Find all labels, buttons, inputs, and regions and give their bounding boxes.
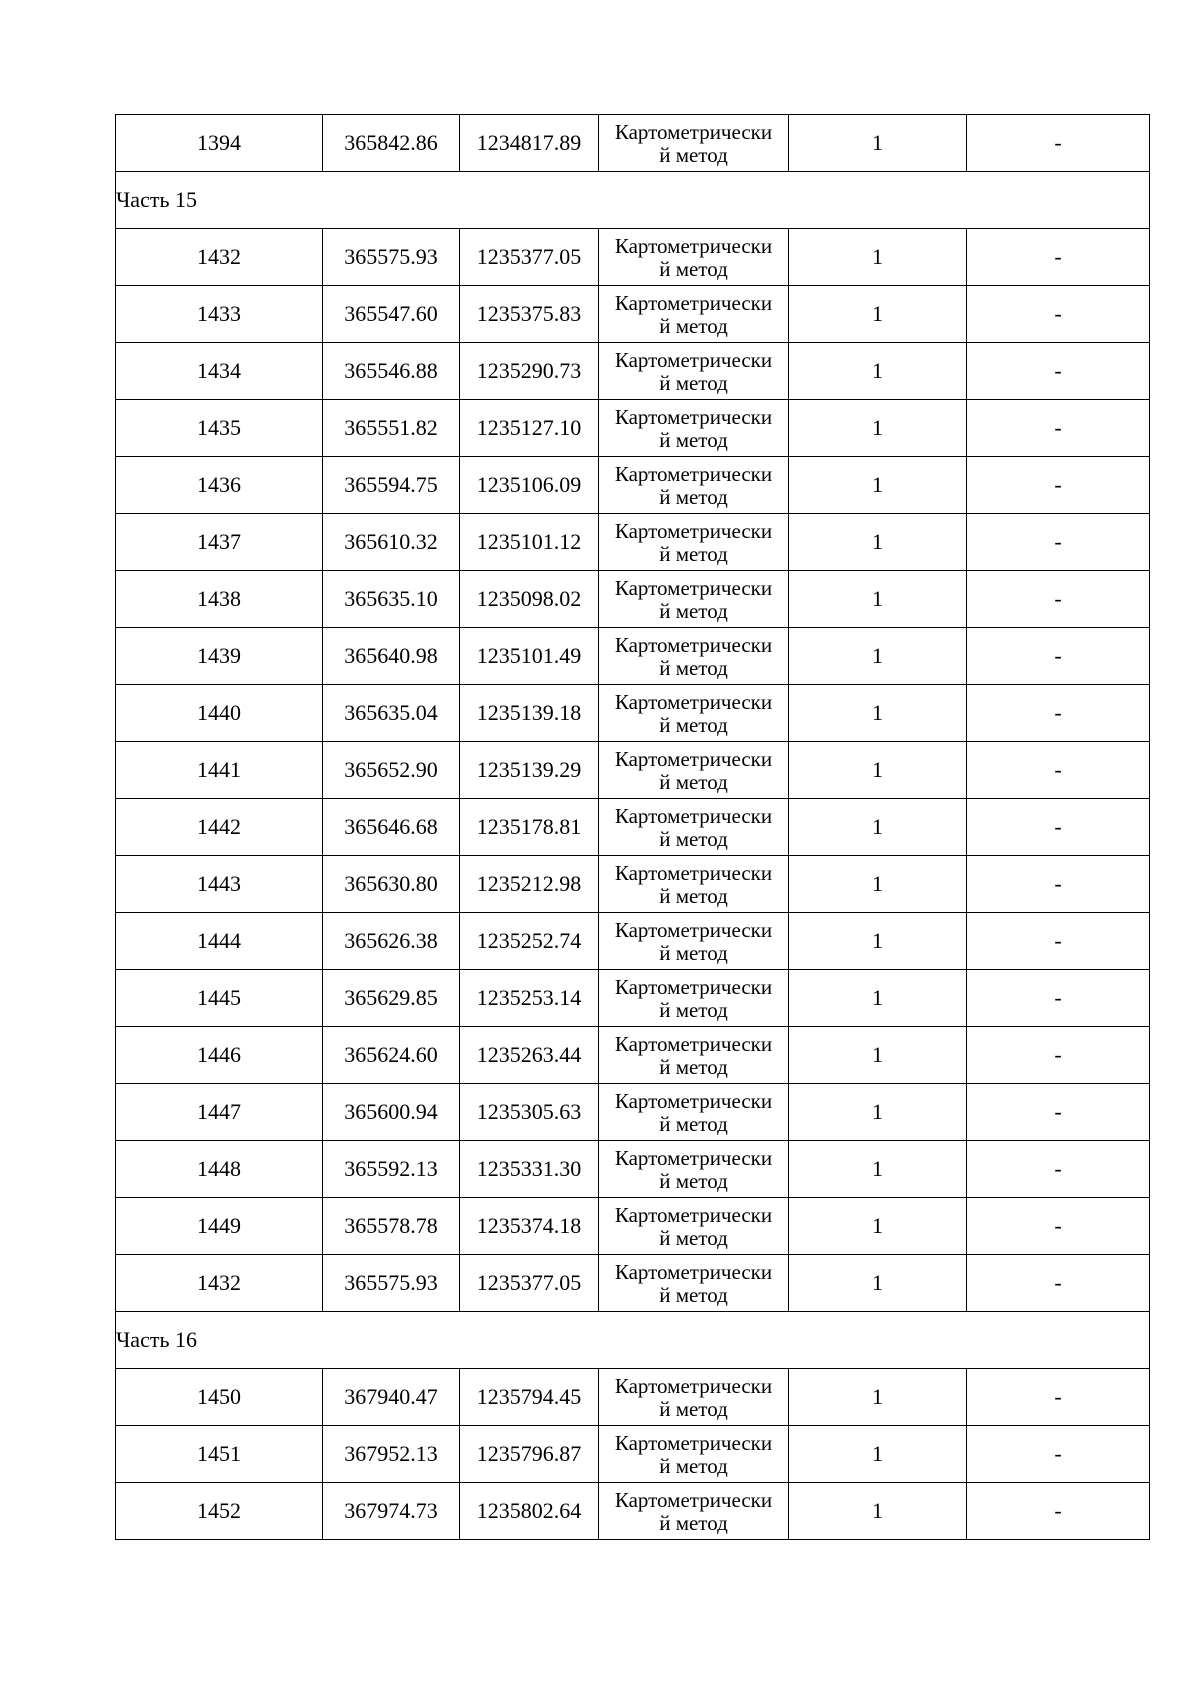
note-cell: -	[967, 970, 1150, 1027]
section-label: Часть 16	[116, 1312, 1150, 1369]
point-number-cell: 1435	[116, 400, 323, 457]
table-row	[116, 1141, 1150, 1198]
x-coordinate-cell: 365610.32	[323, 514, 460, 571]
y-coordinate-cell: 1235106.09	[460, 457, 599, 514]
y-coordinate-cell: 1235098.02	[460, 571, 599, 628]
x-coordinate-cell: 367952.13	[323, 1426, 460, 1483]
table-row	[116, 514, 1150, 571]
accuracy-cell: 1	[789, 742, 967, 799]
accuracy-cell: 1	[789, 400, 967, 457]
table-row	[116, 1426, 1150, 1483]
accuracy-cell: 1	[789, 1027, 967, 1084]
point-number-cell: 1451	[116, 1426, 323, 1483]
method-text-line2: й метод	[659, 542, 728, 566]
note-cell: -	[967, 1027, 1150, 1084]
method-text-line1: Картометрически	[614, 1089, 773, 1113]
y-coordinate-cell: 1235305.63	[460, 1084, 599, 1141]
note-cell: -	[967, 1426, 1150, 1483]
method-cell	[599, 742, 789, 799]
y-coordinate-cell: 1235374.18	[460, 1198, 599, 1255]
method-text-line1: Картометрически	[614, 405, 773, 429]
y-coordinate-cell: 1235794.45	[460, 1369, 599, 1426]
x-coordinate-cell: 365600.94	[323, 1084, 460, 1141]
method-cell	[599, 571, 789, 628]
point-number-cell: 1449	[116, 1198, 323, 1255]
point-number-cell: 1434	[116, 343, 323, 400]
table-row	[116, 115, 1150, 172]
point-number-cell: 1442	[116, 799, 323, 856]
note-cell: -	[967, 799, 1150, 856]
x-coordinate-cell: 365547.60	[323, 286, 460, 343]
y-coordinate-cell: 1235263.44	[460, 1027, 599, 1084]
method-text-line1: Картометрически	[614, 1374, 773, 1398]
point-number-cell: 1433	[116, 286, 323, 343]
point-number-cell: 1452	[116, 1483, 323, 1540]
note-cell: -	[967, 457, 1150, 514]
note-cell: -	[967, 1483, 1150, 1540]
y-coordinate-cell: 1235178.81	[460, 799, 599, 856]
y-coordinate-cell: 1235377.05	[460, 229, 599, 286]
y-coordinate-cell: 1235253.14	[460, 970, 599, 1027]
table-row	[116, 1198, 1150, 1255]
method-text-line1: Картометрически	[614, 861, 773, 885]
coordinates-table	[115, 114, 1150, 1540]
note-cell: -	[967, 742, 1150, 799]
method-cell	[599, 229, 789, 286]
method-text-line2: й метод	[659, 1454, 728, 1478]
method-text-line1: Картометрически	[614, 576, 773, 600]
method-cell	[599, 1141, 789, 1198]
point-number-cell: 1446	[116, 1027, 323, 1084]
accuracy-cell: 1	[789, 970, 967, 1027]
point-number-cell: 1441	[116, 742, 323, 799]
method-text-line2: й метод	[659, 1169, 728, 1193]
method-text-line1: Картометрически	[614, 1260, 773, 1284]
x-coordinate-cell: 365575.93	[323, 229, 460, 286]
x-coordinate-cell: 367940.47	[323, 1369, 460, 1426]
table-row	[116, 799, 1150, 856]
point-number-cell: 1437	[116, 514, 323, 571]
x-coordinate-cell: 365842.86	[323, 115, 460, 172]
method-cell	[599, 628, 789, 685]
accuracy-cell: 1	[789, 856, 967, 913]
x-coordinate-cell: 365592.13	[323, 1141, 460, 1198]
note-cell: -	[967, 286, 1150, 343]
y-coordinate-cell: 1235331.30	[460, 1141, 599, 1198]
method-text-line2: й метод	[659, 1397, 728, 1421]
y-coordinate-cell: 1235101.49	[460, 628, 599, 685]
y-coordinate-cell: 1235290.73	[460, 343, 599, 400]
method-text-line2: й метод	[659, 314, 728, 338]
note-cell: -	[967, 1198, 1150, 1255]
method-text-line2: й метод	[659, 1511, 728, 1535]
method-text-line1: Картометрически	[614, 804, 773, 828]
x-coordinate-cell: 365546.88	[323, 343, 460, 400]
point-number-cell: 1447	[116, 1084, 323, 1141]
point-number-cell: 1444	[116, 913, 323, 970]
method-cell	[599, 400, 789, 457]
section-label: Часть 15	[116, 172, 1150, 229]
method-text-line2: й метод	[659, 656, 728, 680]
method-text-line2: й метод	[659, 485, 728, 509]
method-cell	[599, 913, 789, 970]
section-row	[116, 1312, 1150, 1369]
accuracy-cell: 1	[789, 571, 967, 628]
table-row	[116, 286, 1150, 343]
method-cell	[599, 457, 789, 514]
method-text-line2: й метод	[659, 428, 728, 452]
table-row	[116, 628, 1150, 685]
method-text-line2: й метод	[659, 941, 728, 965]
method-cell	[599, 856, 789, 913]
table-row	[116, 1369, 1150, 1426]
table-row	[116, 742, 1150, 799]
x-coordinate-cell: 365578.78	[323, 1198, 460, 1255]
x-coordinate-cell: 365635.10	[323, 571, 460, 628]
table-row	[116, 1255, 1150, 1312]
accuracy-cell: 1	[789, 457, 967, 514]
table-row	[116, 571, 1150, 628]
x-coordinate-cell: 365551.82	[323, 400, 460, 457]
note-cell: -	[967, 685, 1150, 742]
point-number-cell: 1432	[116, 229, 323, 286]
y-coordinate-cell: 1235377.05	[460, 1255, 599, 1312]
method-cell	[599, 1483, 789, 1540]
table-row	[116, 400, 1150, 457]
x-coordinate-cell: 365626.38	[323, 913, 460, 970]
method-cell	[599, 1084, 789, 1141]
note-cell: -	[967, 229, 1150, 286]
method-text-line1: Картометрически	[614, 1488, 773, 1512]
x-coordinate-cell: 365646.68	[323, 799, 460, 856]
method-cell	[599, 286, 789, 343]
table-row	[116, 343, 1150, 400]
y-coordinate-cell: 1235139.29	[460, 742, 599, 799]
method-cell	[599, 685, 789, 742]
x-coordinate-cell: 365575.93	[323, 1255, 460, 1312]
table-row	[116, 1084, 1150, 1141]
accuracy-cell: 1	[789, 913, 967, 970]
accuracy-cell: 1	[789, 1255, 967, 1312]
y-coordinate-cell: 1235127.10	[460, 400, 599, 457]
method-text-line2: й метод	[659, 827, 728, 851]
point-number-cell: 1439	[116, 628, 323, 685]
method-text-line2: й метод	[659, 599, 728, 623]
note-cell: -	[967, 115, 1150, 172]
y-coordinate-cell: 1235101.12	[460, 514, 599, 571]
method-text-line1: Картометрически	[614, 690, 773, 714]
table-row	[116, 913, 1150, 970]
y-coordinate-cell: 1234817.89	[460, 115, 599, 172]
point-number-cell: 1450	[116, 1369, 323, 1426]
method-text-line2: й метод	[659, 713, 728, 737]
accuracy-cell: 1	[789, 229, 967, 286]
section-row	[116, 172, 1150, 229]
accuracy-cell: 1	[789, 1084, 967, 1141]
accuracy-cell: 1	[789, 1426, 967, 1483]
method-cell	[599, 799, 789, 856]
accuracy-cell: 1	[789, 628, 967, 685]
note-cell: -	[967, 628, 1150, 685]
method-text-line2: й метод	[659, 998, 728, 1022]
point-number-cell: 1432	[116, 1255, 323, 1312]
accuracy-cell: 1	[789, 1198, 967, 1255]
method-text-line1: Картометрически	[614, 633, 773, 657]
accuracy-cell: 1	[789, 1141, 967, 1198]
point-number-cell: 1394	[116, 115, 323, 172]
table-row	[116, 1483, 1150, 1540]
method-text-line1: Картометрически	[614, 291, 773, 315]
point-number-cell: 1440	[116, 685, 323, 742]
method-text-line1: Картометрически	[614, 120, 773, 144]
point-number-cell: 1443	[116, 856, 323, 913]
point-number-cell: 1436	[116, 457, 323, 514]
method-cell	[599, 1198, 789, 1255]
method-text-line2: й метод	[659, 257, 728, 281]
method-text-line1: Картометрически	[614, 462, 773, 486]
point-number-cell: 1445	[116, 970, 323, 1027]
method-cell	[599, 1027, 789, 1084]
method-text-line2: й метод	[659, 770, 728, 794]
point-number-cell: 1448	[116, 1141, 323, 1198]
x-coordinate-cell: 365630.80	[323, 856, 460, 913]
method-text-line1: Картометрически	[614, 519, 773, 543]
method-cell	[599, 514, 789, 571]
accuracy-cell: 1	[789, 343, 967, 400]
method-text-line2: й метод	[659, 371, 728, 395]
method-text-line1: Картометрически	[614, 348, 773, 372]
table-row	[116, 685, 1150, 742]
x-coordinate-cell: 365624.60	[323, 1027, 460, 1084]
accuracy-cell: 1	[789, 286, 967, 343]
x-coordinate-cell: 367974.73	[323, 1483, 460, 1540]
method-cell	[599, 1255, 789, 1312]
accuracy-cell: 1	[789, 799, 967, 856]
method-text-line1: Картометрически	[614, 1431, 773, 1455]
method-text-line1: Картометрически	[614, 975, 773, 999]
method-text-line2: й метод	[659, 884, 728, 908]
note-cell: -	[967, 514, 1150, 571]
method-cell	[599, 343, 789, 400]
method-text-line1: Картометрически	[614, 234, 773, 258]
x-coordinate-cell: 365640.98	[323, 628, 460, 685]
y-coordinate-cell: 1235796.87	[460, 1426, 599, 1483]
note-cell: -	[967, 1141, 1150, 1198]
accuracy-cell: 1	[789, 1483, 967, 1540]
table-row	[116, 457, 1150, 514]
method-text-line1: Картометрически	[614, 1146, 773, 1170]
y-coordinate-cell: 1235802.64	[460, 1483, 599, 1540]
accuracy-cell: 1	[789, 115, 967, 172]
table-row	[116, 229, 1150, 286]
method-cell	[599, 115, 789, 172]
table-row	[116, 856, 1150, 913]
y-coordinate-cell: 1235252.74	[460, 913, 599, 970]
x-coordinate-cell: 365629.85	[323, 970, 460, 1027]
method-text-line2: й метод	[659, 1226, 728, 1250]
y-coordinate-cell: 1235375.83	[460, 286, 599, 343]
method-text-line1: Картометрически	[614, 1032, 773, 1056]
point-number-cell: 1438	[116, 571, 323, 628]
method-text-line1: Картометрически	[614, 747, 773, 771]
method-cell	[599, 970, 789, 1027]
note-cell: -	[967, 856, 1150, 913]
method-text-line2: й метод	[659, 1112, 728, 1136]
method-text-line2: й метод	[659, 143, 728, 167]
y-coordinate-cell: 1235212.98	[460, 856, 599, 913]
table-body	[116, 115, 1150, 1540]
table-row	[116, 1027, 1150, 1084]
x-coordinate-cell: 365652.90	[323, 742, 460, 799]
method-text-line1: Картометрически	[614, 1203, 773, 1227]
table-row	[116, 970, 1150, 1027]
note-cell: -	[967, 343, 1150, 400]
method-text-line2: й метод	[659, 1055, 728, 1079]
accuracy-cell: 1	[789, 1369, 967, 1426]
note-cell: -	[967, 913, 1150, 970]
x-coordinate-cell: 365594.75	[323, 457, 460, 514]
method-cell	[599, 1369, 789, 1426]
method-text-line2: й метод	[659, 1283, 728, 1307]
note-cell: -	[967, 571, 1150, 628]
note-cell: -	[967, 1084, 1150, 1141]
note-cell: -	[967, 1369, 1150, 1426]
method-cell	[599, 1426, 789, 1483]
accuracy-cell: 1	[789, 685, 967, 742]
accuracy-cell: 1	[789, 514, 967, 571]
note-cell: -	[967, 1255, 1150, 1312]
method-text-line1: Картометрически	[614, 918, 773, 942]
y-coordinate-cell: 1235139.18	[460, 685, 599, 742]
x-coordinate-cell: 365635.04	[323, 685, 460, 742]
note-cell: -	[967, 400, 1150, 457]
